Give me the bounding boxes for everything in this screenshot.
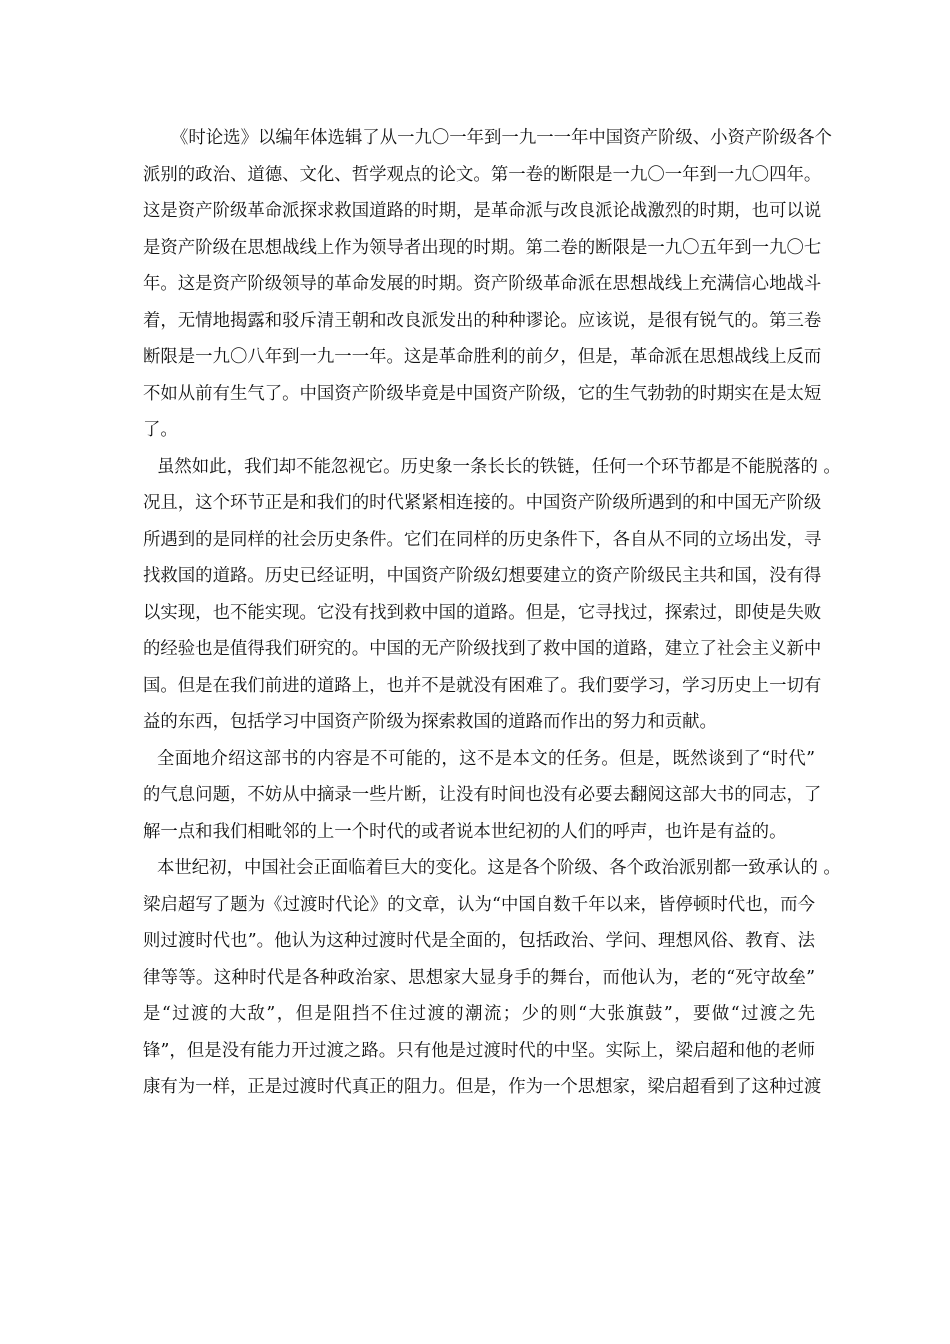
text-line: 全面地介绍这部书的内容是不可能的，这不是本文的任务。但是，既然谈到了“时代”: [157, 748, 815, 769]
text-line: 这是资产阶级革命派探求救国道路的时期，是革命派与改良派论战激烈的时期，也可以说: [143, 201, 822, 221]
text-line: 益的东西，包括学习中国资产阶级为探索救国的道路而作出的努力和贡献。: [143, 712, 717, 732]
text-line: 了。: [143, 420, 178, 440]
text-line: 派别的政治、道德、文化、哲学观点的论文。第一卷的断限是一九〇一年到一九〇四年。: [143, 164, 822, 185]
text-line: 虽然如此，我们却不能忽视它。历史象一条长长的铁链，任何一个环节都是不能脱落的 。: [157, 456, 841, 477]
text-line: 本世纪初，中国社会正面临着巨大的变化。这是各个阶级、各个政治派别都一致承认的 。: [157, 858, 841, 878]
text-line: 不如从前有生气了。中国资产阶级毕竟是中国资产阶级，它的生气勃勃的时期实在是太短: [143, 383, 822, 404]
text-line: 年。这是资产阶级领导的革命发展的时期。资产阶级革命派在思想战线上充满信心地战斗: [143, 274, 822, 294]
text-line: 锋”，但是没有能力开过渡之路。只有他是过渡时代的中坚。实际上，梁启超和他的老师: [143, 1040, 815, 1061]
text-line: 康有为一样，正是过渡时代真正的阻力。但是，作为一个思想家，梁启超看到了这种过渡: [143, 1077, 822, 1097]
text-line: 《时论选》以编年体选辑了从一九〇一年到一九一一年中国资产阶级、小资产阶级各个: [171, 128, 832, 148]
text-line: 况且，这个环节正是和我们的时代紧紧相连接的。中国资产阶级所遇到的和中国无产阶级: [143, 493, 822, 513]
text-line: 的经验也是值得我们研究的。中国的无产阶级找到了救中国的道路，建立了社会主义新中: [143, 639, 822, 659]
text-line: 律等等。这种时代是各种政治家、思想家大显身手的舞台，而他认为，老的“死守故垒”: [143, 967, 815, 988]
text-line: 所遇到的是同样的社会历史条件。它们在同样的历史条件下，各自从不同的立场出发，寻: [143, 529, 822, 550]
text-line: 则过渡时代也”。他认为这种过渡时代是全面的，包括政治、学问、理想风俗、教育、法: [143, 931, 815, 951]
text-line: 是“过渡的大敌”，但是阻挡不住过渡的潮流；少的则“大张旗鼓”，要做“过渡之先: [143, 1004, 815, 1024]
paragraph: [143, 449, 841, 741]
text-line: 以实现，也不能实现。它没有找到救中国的道路。但是，它寻找过，探索过，即使是失败: [143, 602, 822, 623]
article-body: [143, 120, 841, 1106]
paragraph: [143, 741, 822, 851]
text-line: 国。但是在我们前进的道路上，也并不是就没有困难了。我们要学习，学习历史上一切有: [143, 675, 822, 696]
paragraph: [143, 120, 832, 449]
text-line: 找救国的道路。历史已经证明，中国资产阶级幻想要建立的资产阶级民主共和国，没有得: [143, 566, 822, 586]
text-line: 解一点和我们相毗邻的上一个时代的或者说本世纪初的人们的呼声，也许是有益的。: [143, 821, 787, 842]
text-line: 断限是一九〇八年到一九一一年。这是革命胜利的前夕，但是，革命派在思想战线上反而: [143, 347, 822, 367]
text-line: 梁启超写了题为《过渡时代论》的文章，认为“中国自数千年以来，皆停顿时代也，而今: [143, 894, 815, 915]
text-line: 的气息问题，不妨从中摘录一些片断，让没有时间也没有必要去翻阅这部大书的同志，了: [143, 785, 822, 805]
text-line: 是资产阶级在思想战线上作为领导者出现的时期。第二卷的断限是一九〇五年到一九〇七: [143, 237, 822, 258]
text-line: 着，无情地揭露和驳斥清王朝和改良派发出的种种谬论。应该说，是很有锐气的。第三卷: [143, 310, 822, 331]
paragraph: [143, 850, 841, 1106]
